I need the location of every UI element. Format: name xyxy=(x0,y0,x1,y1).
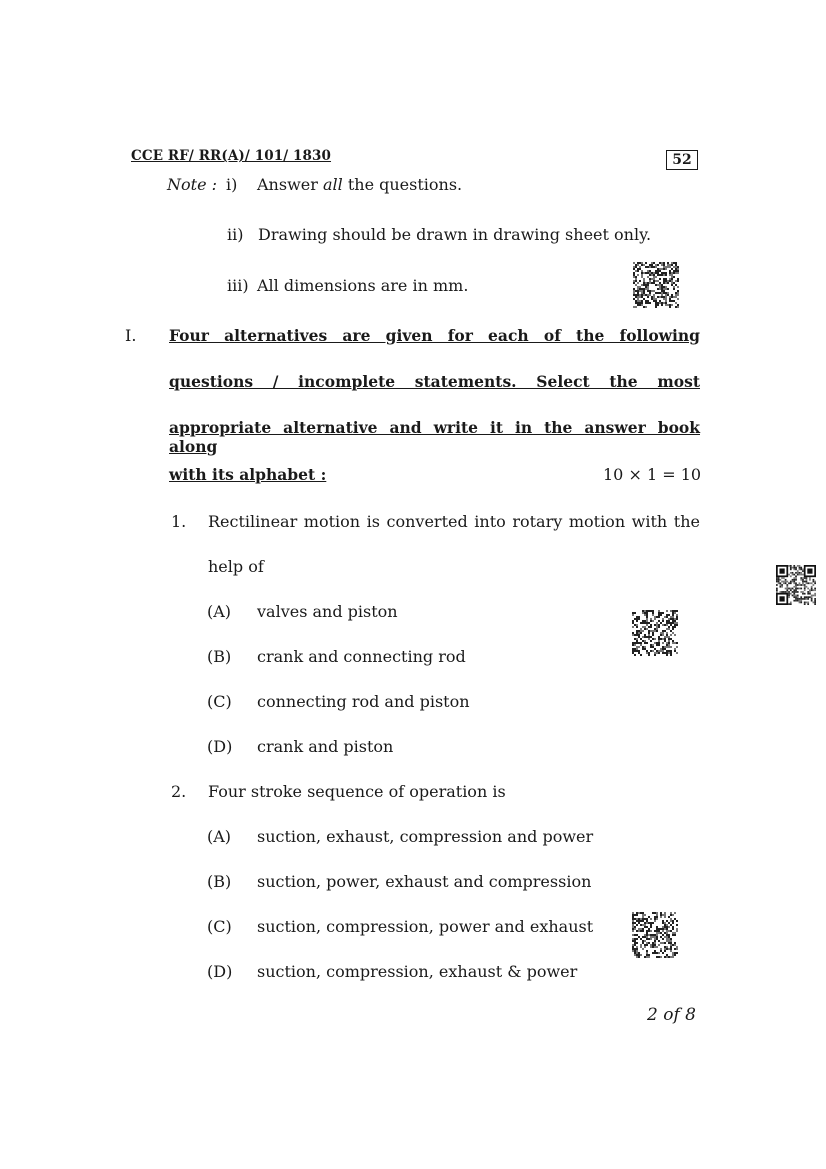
page-indicator: 2 of 8 xyxy=(647,1005,696,1025)
qr-code-icon xyxy=(632,912,678,958)
note-item-1-num: i) xyxy=(226,175,238,194)
question-1-text-line-2: help of xyxy=(208,557,264,576)
question-1-text-line-1: Rectilinear motion is converted into rotary motion with the xyxy=(208,512,700,531)
option-text: crank and connecting rod xyxy=(257,647,466,666)
note-item-3-text: All dimensions are in mm. xyxy=(257,276,469,295)
option-text: suction, compression, exhaust & power xyxy=(257,962,578,981)
option-text: suction, power, exhaust and compression xyxy=(257,872,592,891)
option-label: (C) xyxy=(207,692,232,711)
question-2-text: Four stroke sequence of operation is xyxy=(208,782,506,801)
qr-code-icon xyxy=(632,610,678,656)
note-item-2-text: Drawing should be drawn in drawing sheet only. xyxy=(258,225,652,244)
instruction-line-3: appropriate alternative and write it in the answer book along xyxy=(169,418,700,456)
option-text: crank and piston xyxy=(257,737,394,756)
note-item-2-num: ii) xyxy=(227,225,244,244)
paper-number-box: 52 xyxy=(666,150,698,170)
instruction-line-2: questions / incomplete statements. Select the most xyxy=(169,372,700,391)
qr-code-icon xyxy=(633,262,679,308)
option-text: connecting rod and piston xyxy=(257,692,470,711)
option-label: (B) xyxy=(207,647,232,666)
note-label: Note : xyxy=(167,175,218,194)
option-label: (A) xyxy=(207,827,232,846)
note-item-1-text: Answer all the questions. xyxy=(257,175,463,194)
paper-code: CCE RF/ RR(A)/ 101/ 1830 xyxy=(131,148,332,164)
instruction-line-4: with its alphabet : xyxy=(169,465,327,484)
option-text: suction, exhaust, compression and power xyxy=(257,827,594,846)
option-label: (D) xyxy=(207,737,233,756)
option-text: suction, compression, power and exhaust xyxy=(257,917,594,936)
instruction-line-1: Four alternatives are given for each of the following xyxy=(169,326,700,345)
note-item-3-num: iii) xyxy=(227,276,249,295)
option-label: (D) xyxy=(207,962,233,981)
option-text: valves and piston xyxy=(257,602,398,621)
option-label: (C) xyxy=(207,917,232,936)
option-label: (A) xyxy=(207,602,232,621)
option-label: (B) xyxy=(207,872,232,891)
marks-allocation: 10 × 1 = 10 xyxy=(603,465,702,484)
section-number: I. xyxy=(125,326,137,345)
note-emphasis: all xyxy=(322,175,343,194)
qr-code-icon xyxy=(776,565,816,605)
question-1-number: 1. xyxy=(171,512,187,531)
question-2-number: 2. xyxy=(171,782,187,801)
